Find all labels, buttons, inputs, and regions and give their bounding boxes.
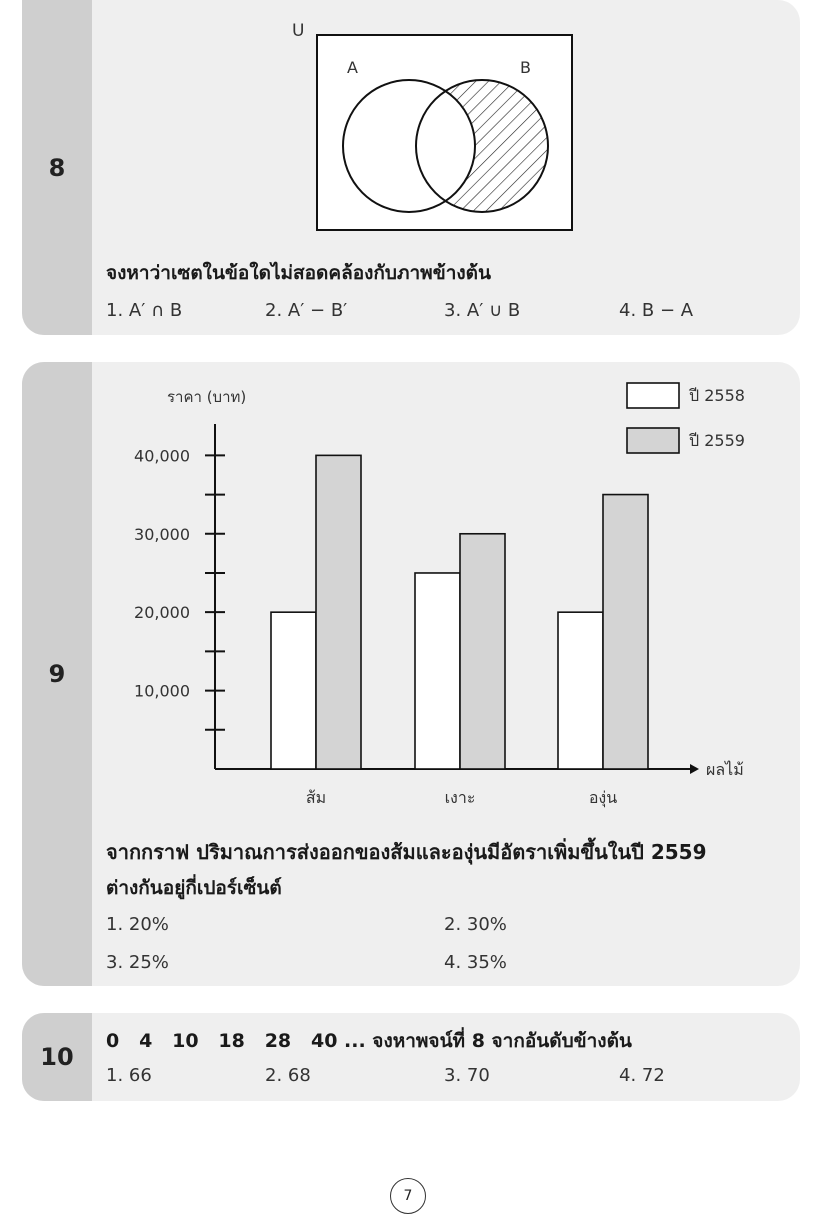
option-4[interactable]: 4. B − A [619,300,694,321]
option-2[interactable]: 2. 68 [265,1065,311,1086]
question-8-card [22,0,800,335]
x-axis-arrow [690,764,699,774]
bar-chart [22,362,800,822]
question-number: 10 [40,1043,74,1071]
option-3[interactable]: 3. 25% [106,952,169,973]
bar [316,455,361,769]
option-4[interactable]: 4. 72 [619,1065,665,1086]
bar [558,612,603,769]
legend-label-2558: ปี 2558 [689,386,745,405]
universe-label: U [292,21,305,41]
set-a-label: A [347,58,358,77]
y-tick-label: 30,000 [134,524,190,544]
question-text-line-1: จากกราฟ ปริมาณการส่งออกของส้มและองุ่นมีอัตราเพิ่มขึ้นในปี 2559 [106,840,707,864]
legend-swatch-2558 [627,383,679,408]
question-text-line-2: ต่างกันอยู่กี่เปอร์เซ็นต์ [106,877,282,899]
option-2[interactable]: 2. 30% [444,914,507,935]
y-tick-label: 10,000 [134,681,190,701]
bar [415,573,460,769]
question-10-card [22,1013,800,1101]
option-3[interactable]: 3. A′ ∪ B [444,300,521,321]
bar [603,495,648,769]
y-tick-label: 20,000 [134,603,190,623]
legend-label-2559: ปี 2559 [689,431,745,450]
option-3[interactable]: 3. 70 [444,1065,490,1086]
bar [460,534,505,769]
page-number: 7 [390,1178,426,1214]
option-4[interactable]: 4. 35% [444,952,507,973]
bar [271,612,316,769]
y-tick-label: 40,000 [134,446,190,466]
x-tick-label: ส้ม [305,788,327,807]
x-axis-label: ผลไม้ [706,760,744,779]
question-number: 8 [48,153,66,182]
option-1[interactable]: 1. A′ ∩ B [106,300,183,321]
x-tick-label: องุ่น [588,788,618,807]
question-number: 9 [48,660,66,688]
question-9-card [22,362,800,986]
question-text: จงหาว่าเซตในข้อใดไม่สอดคล้องกับภาพข้างต้น [106,262,491,284]
option-1[interactable]: 1. 66 [106,1065,152,1086]
set-b-label: B [520,58,531,77]
question-text: 0 4 10 18 28 40 ... จงหาพจน์ที่ 8 จากอันดับข้างต้น [106,1030,632,1052]
question-number-column [22,1013,92,1101]
x-tick-label: เงาะ [444,788,476,807]
legend-swatch-2559 [627,428,679,453]
y-axis-label: ราคา (บาท) [167,388,247,406]
option-2[interactable]: 2. A′ − B′ [265,300,348,321]
venn-diagram [22,0,800,240]
option-1[interactable]: 1. 20% [106,914,169,935]
